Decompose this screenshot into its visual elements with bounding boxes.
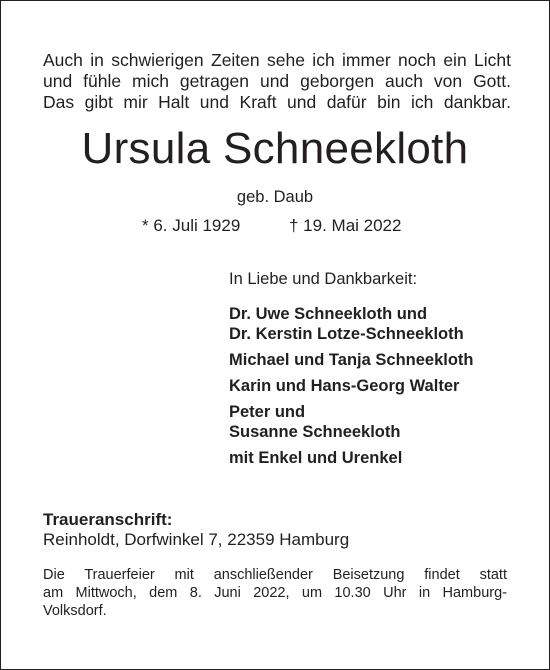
mourner-line: Karin und Hans-Georg Walter	[229, 377, 460, 395]
mourner-group	[229, 402, 474, 442]
mourners-list	[229, 304, 474, 474]
mourner-group	[229, 376, 474, 396]
mourner-group	[229, 448, 474, 468]
mourner-line: Susanne Schneekloth	[229, 423, 401, 441]
mourner-line: Dr. Uwe Schneekloth und	[229, 305, 428, 323]
funeral-line: am Mittwoch, dem 8. Juni 2022, um 10.30 Uhr in Hamburg-	[43, 585, 507, 601]
birth-date: * 6. Juli 1929	[142, 216, 241, 235]
mourner-line: Peter und	[229, 403, 306, 421]
maiden-name: geb. Daub	[236, 188, 314, 206]
quote-line: Auch in schwierigen Zeiten sehe ich immer noch ein Licht	[43, 50, 511, 70]
mourner-group	[229, 304, 474, 344]
address: Reinholdt, Dorfwinkel 7, 22359 Hamburg	[43, 530, 350, 549]
funeral-line: Die Trauerfeier mit anschließender Beisetzung findet statt	[43, 567, 507, 583]
death-date: † 19. Mai 2022	[289, 216, 402, 235]
mourner-line: Dr. Kerstin Lotze-Schneekloth	[229, 325, 464, 343]
quote-line: Das gibt mir Halt und Kraft und dafür bin ich dankbar.	[43, 92, 511, 112]
address-label: Traueranschrift:	[43, 510, 173, 529]
mourner-line: mit Enkel und Urenkel	[229, 449, 403, 467]
deceased-name: Ursula Schneekloth	[81, 124, 469, 173]
mourner-line: Michael und Tanja Schneekloth	[229, 351, 474, 369]
mourner-group	[229, 350, 474, 370]
thanks-line: In Liebe und Dankbarkeit:	[229, 270, 418, 288]
funeral-info	[43, 566, 507, 620]
quote	[43, 50, 511, 113]
funeral-line: Volksdorf.	[43, 603, 107, 619]
quote-line: und fühle mich getragen und geborgen auch von Gott.	[43, 71, 511, 91]
